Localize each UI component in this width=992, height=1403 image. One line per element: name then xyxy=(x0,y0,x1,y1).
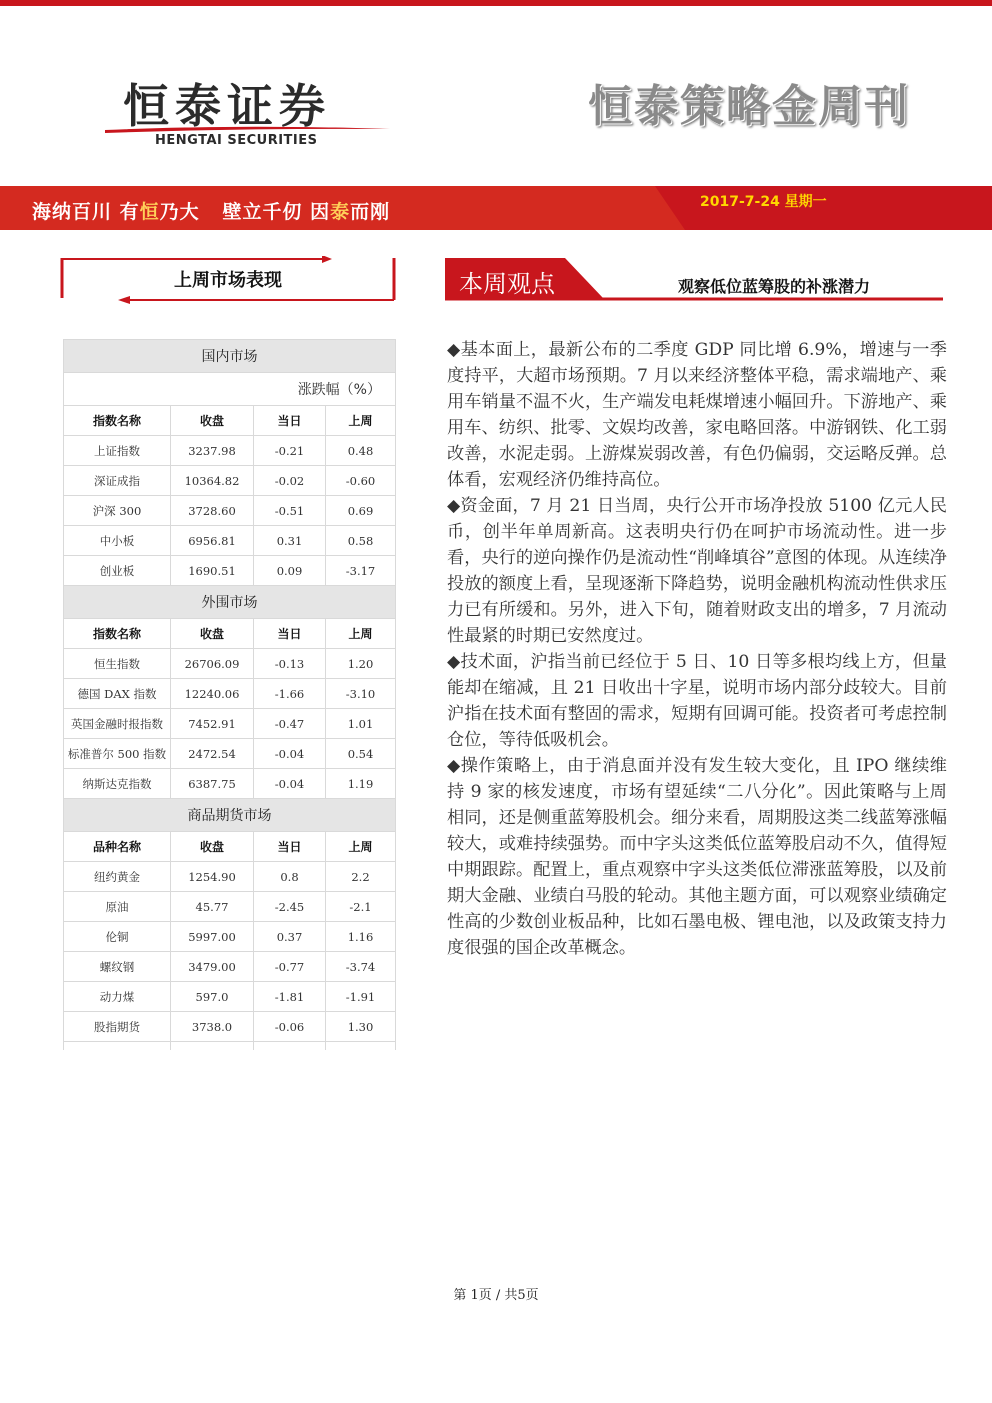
table-cell: 0.8 xyxy=(254,862,326,892)
table-cell: 1690.51 xyxy=(171,556,254,586)
table-row xyxy=(64,922,396,952)
slogan-highlight: 泰 xyxy=(330,201,351,223)
table-cell: 0.31 xyxy=(254,526,326,556)
table-cell: 0.37 xyxy=(254,922,326,952)
table-header-cell: 品种名称 xyxy=(64,832,171,862)
table-header-cell: 收盘 xyxy=(171,619,254,649)
table-cell: 0.09 xyxy=(254,556,326,586)
table-cell: -2.1 xyxy=(326,892,396,922)
table-row xyxy=(64,679,396,709)
table-cell: 深证成指 xyxy=(64,466,171,496)
table-cell: -3.10 xyxy=(326,679,396,709)
table-cell: 1.20 xyxy=(326,649,396,679)
table-header-cell: 指数名称 xyxy=(64,406,171,436)
table-cell: 1.01 xyxy=(326,709,396,739)
table-cell: 26706.09 xyxy=(171,649,254,679)
table-cell: -0.02 xyxy=(254,466,326,496)
table-tail-row xyxy=(64,1042,396,1051)
table-tail-cell xyxy=(171,1042,254,1051)
logo-cn-text: 恒泰证券 xyxy=(123,79,331,133)
table-section-row xyxy=(64,340,396,373)
table-cell: 沪深 300 xyxy=(64,496,171,526)
slogan-part: 而刚 xyxy=(350,201,391,223)
table-header-cell: 当日 xyxy=(254,619,326,649)
table-cell: 伦铜 xyxy=(64,922,171,952)
table-row xyxy=(64,1012,396,1042)
table-row xyxy=(64,556,396,586)
table-cell: 3738.0 xyxy=(171,1012,254,1042)
table-cell: 1.19 xyxy=(326,769,396,799)
table-cell: -1.66 xyxy=(254,679,326,709)
table-header-cell: 上周 xyxy=(326,832,396,862)
table-cell: -1.81 xyxy=(254,982,326,1012)
table-cell: 12240.06 xyxy=(171,679,254,709)
table-cell: 英国金融时报指数 xyxy=(64,709,171,739)
table-row xyxy=(64,739,396,769)
table-cell: -0.60 xyxy=(326,466,396,496)
table-row xyxy=(64,982,396,1012)
table-header-row xyxy=(64,406,396,436)
table-cell: -0.13 xyxy=(254,649,326,679)
left-section-title: 上周市场表现 xyxy=(174,270,282,291)
table-header-cell: 上周 xyxy=(326,406,396,436)
table-tail-cell xyxy=(254,1042,326,1051)
table-cell: -0.21 xyxy=(254,436,326,466)
left-section-header xyxy=(60,256,396,304)
table-cell: 597.0 xyxy=(171,982,254,1012)
table-header-cell: 上周 xyxy=(326,619,396,649)
banner-slogan xyxy=(32,197,390,224)
body-paragraph: ◆基本面上，最新公布的二季度 GDP 同比增 6.9%，增速与一季度持平，大超市场预期。7 月以来经济整体平稳，需求端地产、乘用车销量不温不火，生产端发电耗煤增速小幅回升。下游地产、乘用车、纺织、批零、文娱均改善，家电略回落。中游钢铁、化工弱改善，水泥走弱。上游煤炭弱改善，有色仍偏弱，交运略反弹。总体看，宏观经济仍维持高位。 xyxy=(447,340,947,490)
table-unit-row xyxy=(64,373,396,406)
market-table xyxy=(63,339,396,1050)
table-section-title: 外围市场 xyxy=(64,586,396,619)
table-cell: 上证指数 xyxy=(64,436,171,466)
table-section-row xyxy=(64,586,396,619)
table-cell: -2.45 xyxy=(254,892,326,922)
table-row xyxy=(64,769,396,799)
table-cell: 0.54 xyxy=(326,739,396,769)
viewpoint-tag: 本周观点 xyxy=(459,270,555,298)
body-paragraph: ◆操作策略上，由于消息面并没有发生较大变化，且 IPO 继续维持 9 家的核发速度，市场有望延续“二八分化”。因此策略与上周相同，还是侧重蓝筹股机会。细分来看，周期股这类二线蓝筹涨幅较大，或难持续强势。而中字头这类低位蓝筹股启动不久，值得短中期跟踪。配置上，重点观察中字头这类低位滞涨蓝筹股，以及前期大金融、业绩白马股的轮动。其他主题方面，可以观察业绩确定性高的少数创业板品种，比如石墨电极、锂电池，以及政策支持力度很强的国企改革概念。 xyxy=(447,756,947,958)
table-cell: -0.04 xyxy=(254,769,326,799)
table-unit-label: 涨跌幅（%） xyxy=(64,373,396,406)
table-cell: 纽约黄金 xyxy=(64,862,171,892)
table-header-row xyxy=(64,619,396,649)
table-row xyxy=(64,862,396,892)
slogan-part: 海纳百川 有 xyxy=(32,201,140,223)
table-cell: 动力煤 xyxy=(64,982,171,1012)
table-cell: -0.51 xyxy=(254,496,326,526)
table-tail-cell xyxy=(326,1042,396,1051)
table-cell: 1.16 xyxy=(326,922,396,952)
table-cell: -0.47 xyxy=(254,709,326,739)
table-cell: 纳斯达克指数 xyxy=(64,769,171,799)
table-row xyxy=(64,466,396,496)
table-cell: 0.69 xyxy=(326,496,396,526)
table-cell: 2472.54 xyxy=(171,739,254,769)
table-header-cell: 当日 xyxy=(254,406,326,436)
table-tail-cell xyxy=(64,1042,171,1051)
table-row xyxy=(64,436,396,466)
table-section-title: 国内市场 xyxy=(64,340,396,373)
slogan-part: 乃大 壁立千仞 因 xyxy=(159,201,331,223)
table-cell: 原油 xyxy=(64,892,171,922)
table-cell: 标准普尔 500 指数 xyxy=(64,739,171,769)
table-section-row xyxy=(64,799,396,832)
table-row xyxy=(64,496,396,526)
table-cell: 2.2 xyxy=(326,862,396,892)
company-logo xyxy=(105,70,390,160)
right-section-header xyxy=(445,258,945,302)
table-cell: -1.91 xyxy=(326,982,396,1012)
top-red-line xyxy=(0,0,992,6)
table-cell: 0.58 xyxy=(326,526,396,556)
table-cell: 创业板 xyxy=(64,556,171,586)
table-cell: -0.06 xyxy=(254,1012,326,1042)
page-footer: 第 1页 / 共5页 xyxy=(453,1288,539,1303)
table-cell: -0.77 xyxy=(254,952,326,982)
header-banner xyxy=(0,186,992,230)
issue-date: 2017-7-24 星期一 xyxy=(700,194,827,210)
table-row xyxy=(64,649,396,679)
slogan-highlight: 恒 xyxy=(139,201,160,223)
table-cell: 德国 DAX 指数 xyxy=(64,679,171,709)
table-cell: -3.17 xyxy=(326,556,396,586)
table-cell: -0.04 xyxy=(254,739,326,769)
body-paragraph: ◆技术面，沪指当前已经位于 5 日、10 日等多根均线上方，但量能却在缩减，且 21 日收出十字星，说明市场内部分歧较大。目前沪指在技术面有整固的需求，短期有回调可能。投资者可考虑控制仓位，等待低吸机会。 xyxy=(447,652,947,750)
table-cell: 1.30 xyxy=(326,1012,396,1042)
table-cell: -3.74 xyxy=(326,952,396,982)
table-cell: 股指期货 xyxy=(64,1012,171,1042)
table-cell: 恒生指数 xyxy=(64,649,171,679)
table-cell: 0.48 xyxy=(326,436,396,466)
table-cell: 1254.90 xyxy=(171,862,254,892)
table-cell: 3237.98 xyxy=(171,436,254,466)
viewpoint-subtitle: 观察低位蓝筹股的补涨潜力 xyxy=(678,277,871,296)
table-cell: 6956.81 xyxy=(171,526,254,556)
publication-title: 恒泰策略金周刊 xyxy=(588,81,910,132)
table-cell: 螺纹钢 xyxy=(64,952,171,982)
table-cell: 45.77 xyxy=(171,892,254,922)
table-section-title: 商品期货市场 xyxy=(64,799,396,832)
table-row xyxy=(64,526,396,556)
table-header-cell: 收盘 xyxy=(171,406,254,436)
logo-en-text: HENGTAI SECURITIES xyxy=(155,133,318,148)
viewpoint-body xyxy=(447,337,947,961)
table-header-row xyxy=(64,832,396,862)
body-paragraph: ◆资金面，7 月 21 日当周，央行公开市场净投放 5100 亿元人民币，创半年单周新高。这表明央行仍在呵护市场流动性。进一步看，央行的逆向操作仍是流动性“削峰填谷”意图的体现。从连续净投放的额度上看，呈现逐渐下降趋势，说明金融机构流动性供求压力已有所缓和。另外，进入下旬，随着财政支出的增多，7 月流动性最紧的时期已安然度过。 xyxy=(447,496,947,646)
table-cell: 7452.91 xyxy=(171,709,254,739)
table-header-cell: 指数名称 xyxy=(64,619,171,649)
table-cell: 5997.00 xyxy=(171,922,254,952)
table-cell: 6387.75 xyxy=(171,769,254,799)
table-header-cell: 收盘 xyxy=(171,832,254,862)
table-row xyxy=(64,892,396,922)
table-header-cell: 当日 xyxy=(254,832,326,862)
table-row xyxy=(64,709,396,739)
table-cell: 3479.00 xyxy=(171,952,254,982)
table-cell: 中小板 xyxy=(64,526,171,556)
table-cell: 3728.60 xyxy=(171,496,254,526)
table-cell: 10364.82 xyxy=(171,466,254,496)
table-row xyxy=(64,952,396,982)
